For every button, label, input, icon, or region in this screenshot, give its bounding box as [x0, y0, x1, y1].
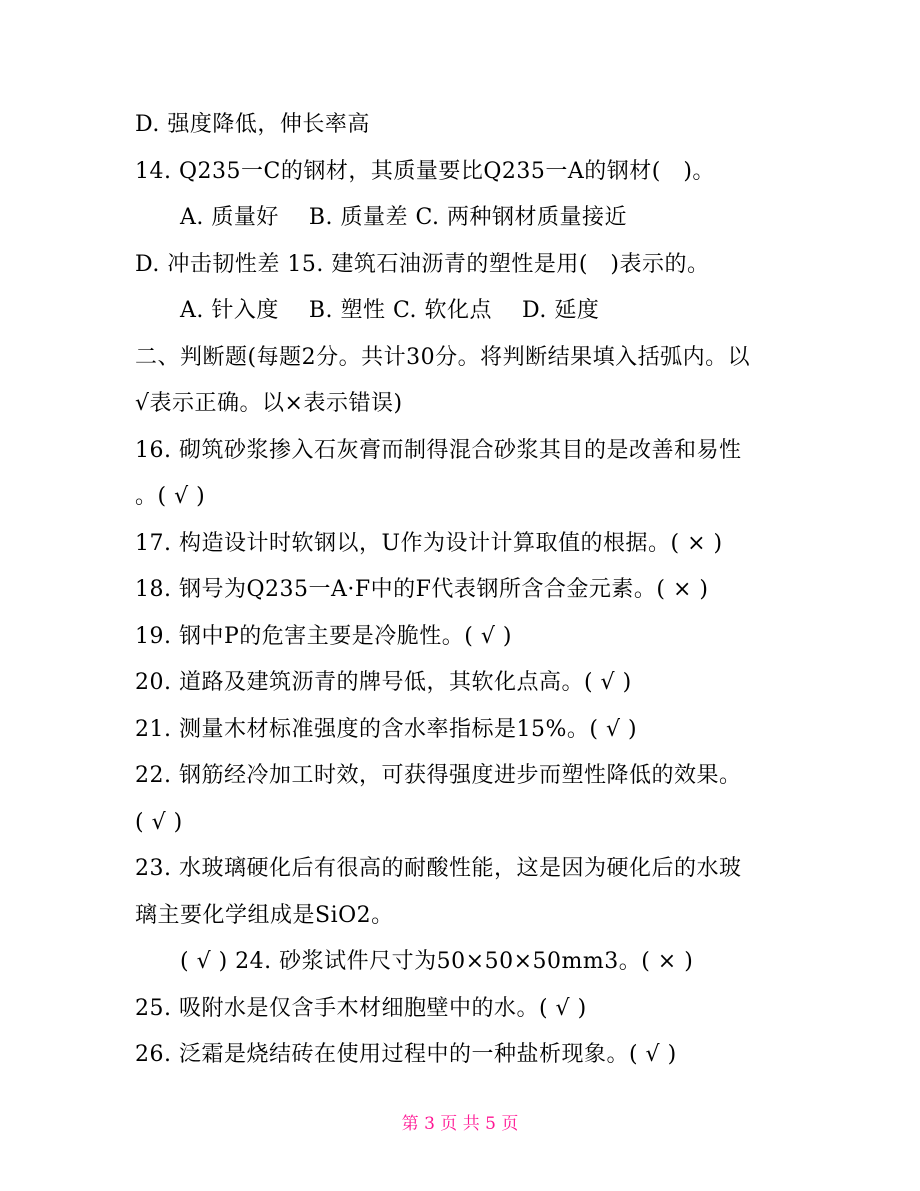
text-line: 16. 砌筑砂浆掺入石灰膏而制得混合砂浆其目的是改善和易性: [135, 438, 742, 463]
text-line: 25. 吸附水是仅含手木材细胞壁中的水。( √ ): [135, 996, 587, 1021]
text-line: 23. 水玻璃硬化后有很高的耐酸性能，这是因为硬化后的水玻: [135, 856, 742, 881]
text-line: 。( √ ): [135, 484, 206, 509]
text-line: ( √ ) 24. 砂浆试件尺寸为50×50×50mm3。( × ): [180, 949, 694, 974]
text-line: 21. 测量木材标准强度的含水率指标是15%。( √ ): [135, 717, 638, 742]
text-line: √表示正确。以×表示错误): [135, 391, 403, 416]
text-line: 20. 道路及建筑沥青的牌号低，其软化点高。( √ ): [135, 670, 632, 695]
text-line: 26. 泛霜是烧结砖在使用过程中的一种盐析现象。( √ ): [135, 1042, 677, 1067]
text-line: A. 质量好 B. 质量差 C. 两种钢材质量接近: [180, 205, 628, 230]
text-line: 17. 构造设计时软钢以，U作为设计计算取值的根据。( × ): [135, 531, 723, 556]
text-line: D. 冲击韧性差 15. 建筑石油沥青的塑性是用( )表示的。: [135, 252, 710, 277]
text-line: ( √ ): [135, 810, 183, 835]
page-footer: 第 3 页 共 5 页: [401, 1114, 519, 1134]
text-line: A. 针入度 B. 塑性 C. 软化点 D. 延度: [180, 298, 600, 323]
text-line: 19. 钢中P的危害主要是冷脆性。( √ ): [135, 624, 512, 649]
text-line: D. 强度降低，伸长率高: [135, 112, 370, 137]
text-line: 二、判断题(每题2分。共计30分。将判断结果填入括弧内。以: [135, 345, 751, 370]
text-line: 22. 钢筋经冷加工时效，可获得强度进步而塑性降低的效果。: [135, 763, 742, 788]
text-line: 璃主要化学组成是SiO2。: [135, 903, 394, 928]
text-line: 18. 钢号为Q235一A·F中的F代表钢所含合金元素。( × ): [135, 577, 709, 602]
text-line: 14. Q235一C的钢材，其质量要比Q235一A的钢材( )。: [135, 159, 715, 184]
